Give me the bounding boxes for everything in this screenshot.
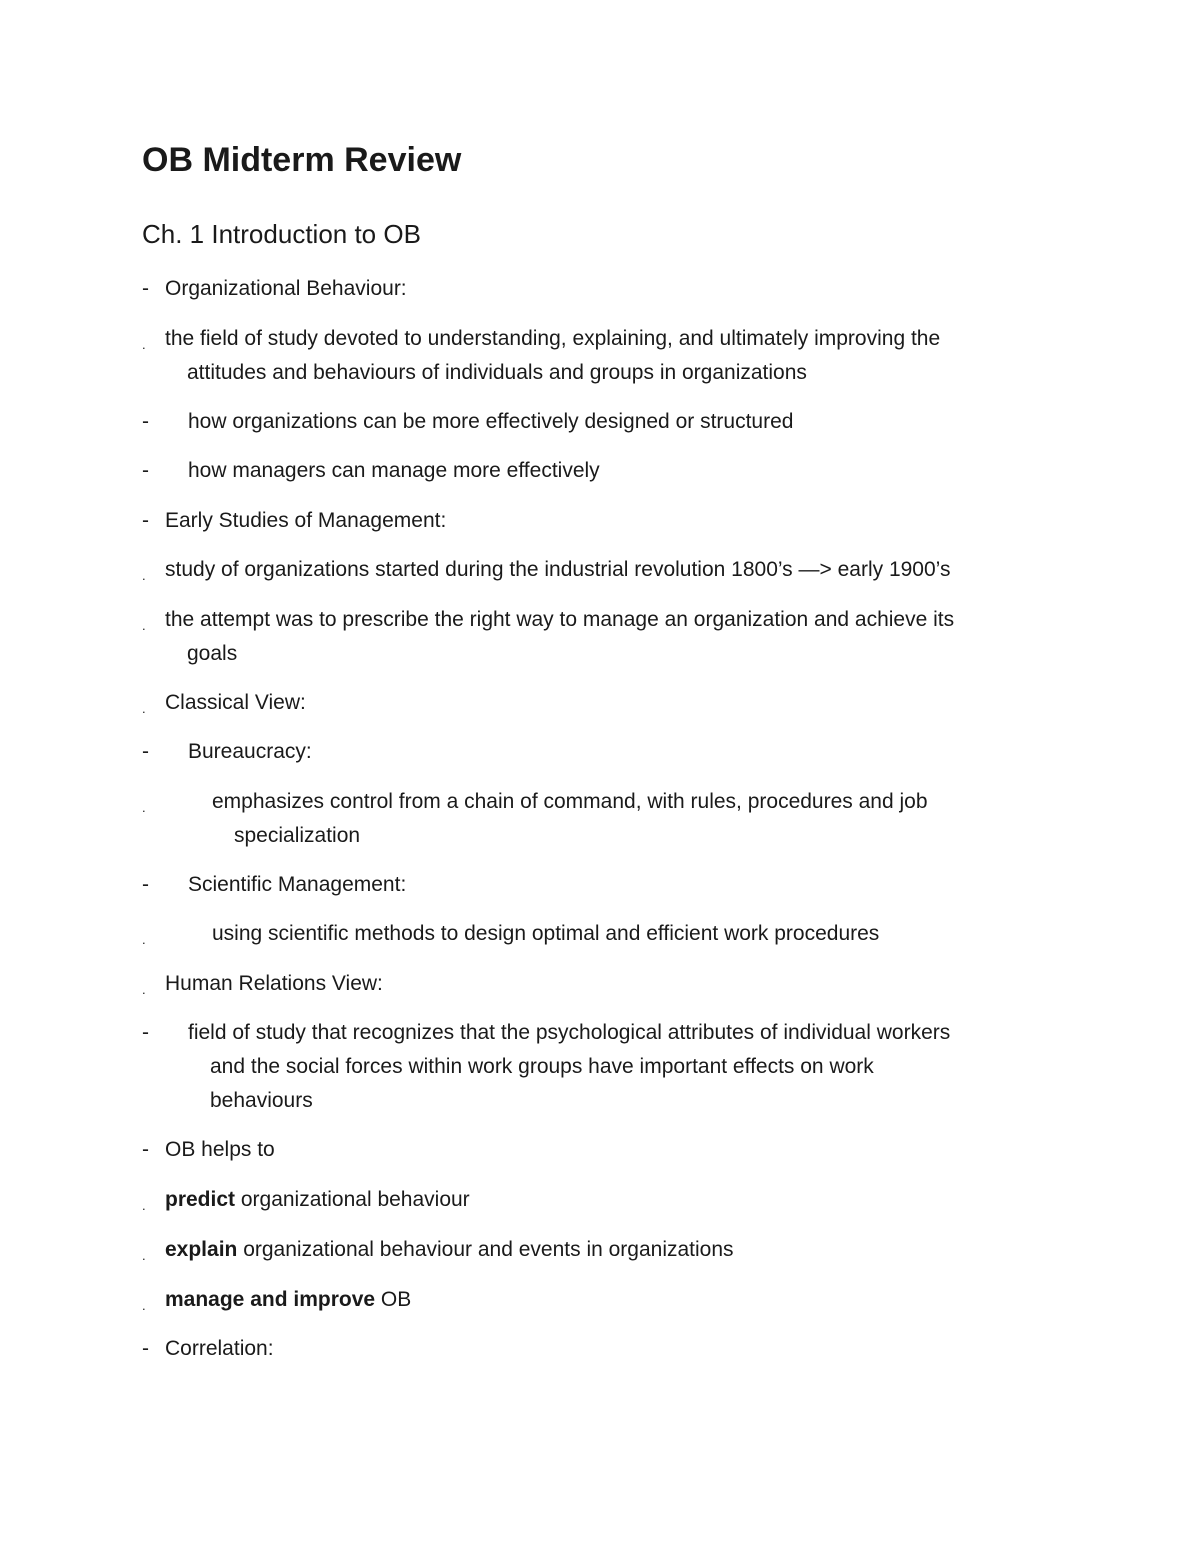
list-item-text-continued: specialization	[234, 824, 361, 847]
page-title: OB Midterm Review	[142, 141, 462, 179]
list-item-text	[165, 1283, 1045, 1317]
list-item-text: Human Relations View:	[165, 972, 383, 995]
dash-bullet: -	[142, 277, 149, 300]
dash-bullet: -	[142, 410, 149, 433]
list-item-text: the field of study devoted to understanding, explaining, and ultimately improving the	[165, 327, 941, 350]
dot-bullet: .	[142, 618, 146, 633]
bold-term: explain	[165, 1238, 238, 1261]
list-item-text: Classical View:	[165, 691, 306, 714]
list-item-text: Organizational Behaviour:	[165, 277, 407, 300]
term-description: organizational behaviour and events in organizations	[237, 1238, 734, 1261]
term-description: organizational behaviour	[235, 1188, 470, 1211]
list-item-text: how organizations can be more effectively designed or structured	[188, 410, 794, 433]
dot-bullet: .	[142, 1298, 146, 1313]
dot-bullet: .	[142, 1248, 146, 1263]
list-item-text: Early Studies of Management:	[165, 509, 447, 532]
list-item-text-continued: behaviours	[210, 1089, 313, 1112]
list-item-text: field of study that recognizes that the psychological attributes of individual workers	[188, 1021, 951, 1044]
dot-bullet: .	[142, 800, 146, 815]
dash-bullet: -	[142, 740, 149, 763]
list-item-text	[165, 1233, 1045, 1267]
dash-bullet: -	[142, 1337, 149, 1360]
list-item-text: Scientific Management:	[188, 873, 407, 896]
list-item-text: study of organizations started during the industrial revolution 1800’s —> early 1900’s	[165, 558, 951, 581]
dot-bullet: .	[142, 982, 146, 997]
dot-bullet: .	[142, 568, 146, 583]
list-item-text-continued: attitudes and behaviours of individuals and groups in organizations	[187, 361, 807, 384]
list-item-text: Bureaucracy:	[188, 740, 312, 763]
list-item-text: OB helps to	[165, 1138, 275, 1161]
bold-term: predict	[165, 1188, 236, 1211]
dash-bullet: -	[142, 1138, 149, 1161]
dash-bullet: -	[142, 459, 149, 482]
dot-bullet: .	[142, 1198, 146, 1213]
bold-term: manage and improve	[165, 1288, 376, 1311]
list-item-text: emphasizes control from a chain of command, with rules, procedures and job	[212, 790, 928, 813]
list-item-text-continued: goals	[187, 642, 238, 665]
list-item-text: using scientific methods to design optimal and efficient work procedures	[212, 922, 880, 945]
chapter-heading: Ch. 1 Introduction to OB	[142, 219, 421, 249]
dash-bullet: -	[142, 873, 149, 896]
list-item-text: the attempt was to prescribe the right way to manage an organization and achieve its	[165, 608, 955, 631]
dash-bullet: -	[142, 509, 149, 532]
dot-bullet: .	[142, 337, 146, 352]
list-item-text: how managers can manage more effectively	[188, 459, 600, 482]
list-item-text	[165, 1183, 1045, 1217]
dot-bullet: .	[142, 701, 146, 716]
dot-bullet: .	[142, 932, 146, 947]
term-description: OB	[375, 1288, 412, 1311]
list-item-text-continued: and the social forces within work groups have important effects on work	[210, 1055, 874, 1078]
list-item-text: Correlation:	[165, 1337, 274, 1360]
dash-bullet: -	[142, 1021, 149, 1044]
